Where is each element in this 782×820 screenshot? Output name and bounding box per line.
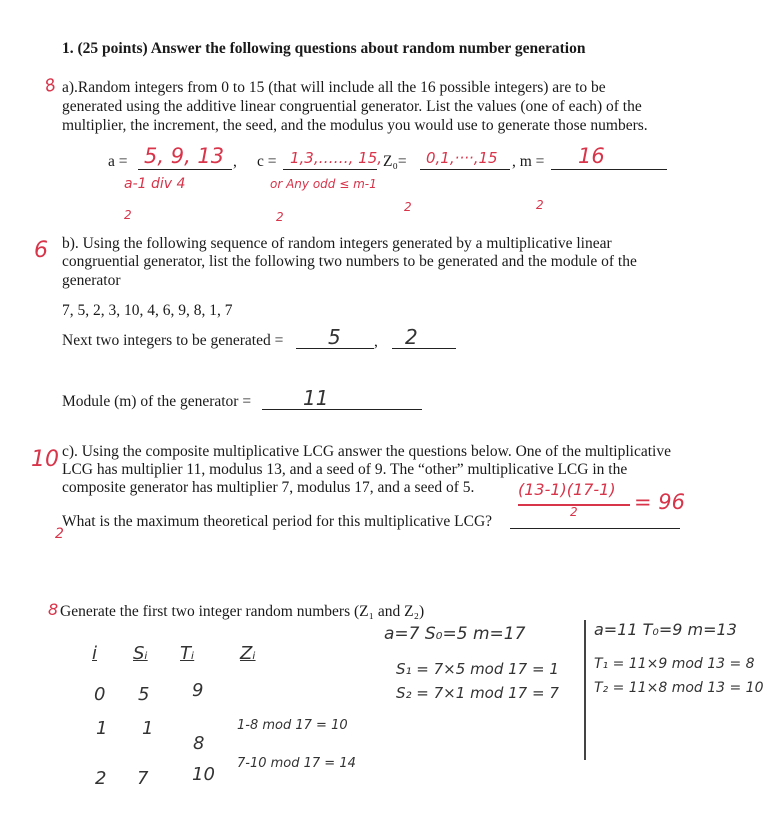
right-t2: T₂ = 11×8 mod 13 = 10	[594, 680, 764, 696]
row0-i: 0	[94, 684, 106, 705]
period-question: What is the maximum theoretical period for this multiplicative LCG?	[62, 513, 493, 530]
period-line	[510, 528, 680, 529]
mid-params: a=7 S₀=5 m=17	[384, 624, 526, 644]
part-b-line-1: b). Using the following sequence of random integers generated by a multiplicative linear	[62, 235, 612, 252]
subscore-c: 2	[276, 210, 284, 224]
z-label: Z₀=	[383, 153, 407, 170]
subscore-period: 2	[55, 526, 64, 542]
row2-z: 7-10 mod 17 = 14	[237, 756, 356, 771]
score-part-a: 8	[42, 74, 59, 98]
right-t1: T₁ = 11×9 mod 13 = 8	[594, 656, 755, 672]
table-header-s: Sᵢ	[133, 643, 148, 664]
table-header-i: i	[92, 643, 98, 664]
score-generate: 8	[48, 600, 59, 619]
next-2-answer: 2	[405, 325, 418, 349]
period-answer: = 96	[634, 490, 685, 514]
part-c-line-2: LCG has multiplier 11, modulus 13, and a seed of 9. The “other” multiplicative LCG in the	[62, 461, 628, 478]
mid-s1: S₁ = 7×5 mod 17 = 1	[396, 660, 559, 678]
next-two-label: Next two integers to be generated =	[62, 332, 284, 349]
period-denominator: 2	[570, 505, 578, 519]
row2-i: 2	[95, 768, 107, 789]
row1-z: 1-8 mod 17 = 10	[237, 718, 348, 733]
score-part-c: 10	[31, 447, 59, 472]
row1-i: 1	[96, 718, 108, 739]
next-1-answer: 5	[328, 325, 341, 349]
c-label: c =	[257, 153, 277, 170]
row0-s: 5	[138, 684, 150, 705]
a-label: a =	[108, 153, 128, 170]
module-line	[262, 409, 422, 410]
part-c-line-3: composite generator has multiplier 7, modulus 17, and a seed of 5.	[62, 479, 475, 496]
row1-s: 1	[142, 718, 154, 739]
part-a-line-2: generated using the additive linear congruential generator. List the values (one of each) of the	[62, 98, 642, 115]
mid-s2: S₂ = 7×1 mod 17 = 7	[396, 684, 559, 702]
c-answer-line	[283, 169, 377, 170]
sequence: 7, 5, 2, 3, 10, 4, 6, 9, 8, 1, 7	[62, 302, 233, 319]
table-header-z: Zᵢ	[240, 643, 256, 664]
part-b-line-2: congruential generator, list the following two numbers to be generated and the module of the	[62, 253, 637, 270]
row2-t: 10	[192, 764, 215, 785]
m-label: , m =	[512, 153, 545, 170]
row1-t: 8	[193, 733, 205, 754]
subscore-z: 2	[404, 200, 412, 214]
a-answer-line	[138, 169, 232, 170]
question-title: 1. (25 points) Answer the following questions about random number generation	[62, 40, 586, 57]
row0-t: 9	[192, 680, 204, 701]
table-header-t: Tᵢ	[180, 643, 195, 664]
row2-s: 7	[137, 768, 149, 789]
c-answer: 1,3,……, 15,	[290, 149, 383, 167]
subscore-m: 2	[536, 198, 544, 212]
right-params: a=11 T₀=9 m=13	[594, 620, 737, 639]
next-2-line	[392, 348, 456, 349]
generate-label: Generate the first two integer random numbers (Z₁ and Z₂)	[60, 603, 425, 620]
part-a-line-1: a).Random integers from 0 to 15 (that will include all the 16 possible integers) are to be	[62, 79, 606, 96]
comma-2: ,	[374, 333, 378, 350]
part-b-line-3: generator	[62, 272, 121, 289]
period-numerator: (13-1)(17-1)	[518, 480, 616, 499]
note-a: a-1 div 4	[124, 176, 186, 192]
module-label: Module (m) of the generator =	[62, 393, 252, 410]
part-c-line-1: c). Using the composite multiplicative LCG answer the questions below. One of the multiplicative	[62, 443, 671, 460]
module-answer: 11	[303, 386, 329, 410]
a-answer: 5, 9, 13	[144, 144, 225, 168]
m-answer: 16	[578, 144, 605, 168]
part-a-line-3: multiplier, the increment, the seed, and the modulus you would use to generate those numbers.	[62, 117, 648, 134]
work-divider	[584, 620, 586, 760]
score-part-b: 6	[34, 238, 48, 263]
m-answer-line	[551, 169, 667, 170]
subscore-a: 2	[124, 208, 132, 222]
z-answer: 0,1,····,15	[426, 149, 498, 167]
comma-1: ,	[233, 153, 237, 170]
note-c: or Any odd ≤ m-1	[270, 177, 377, 191]
z-answer-line	[420, 169, 510, 170]
